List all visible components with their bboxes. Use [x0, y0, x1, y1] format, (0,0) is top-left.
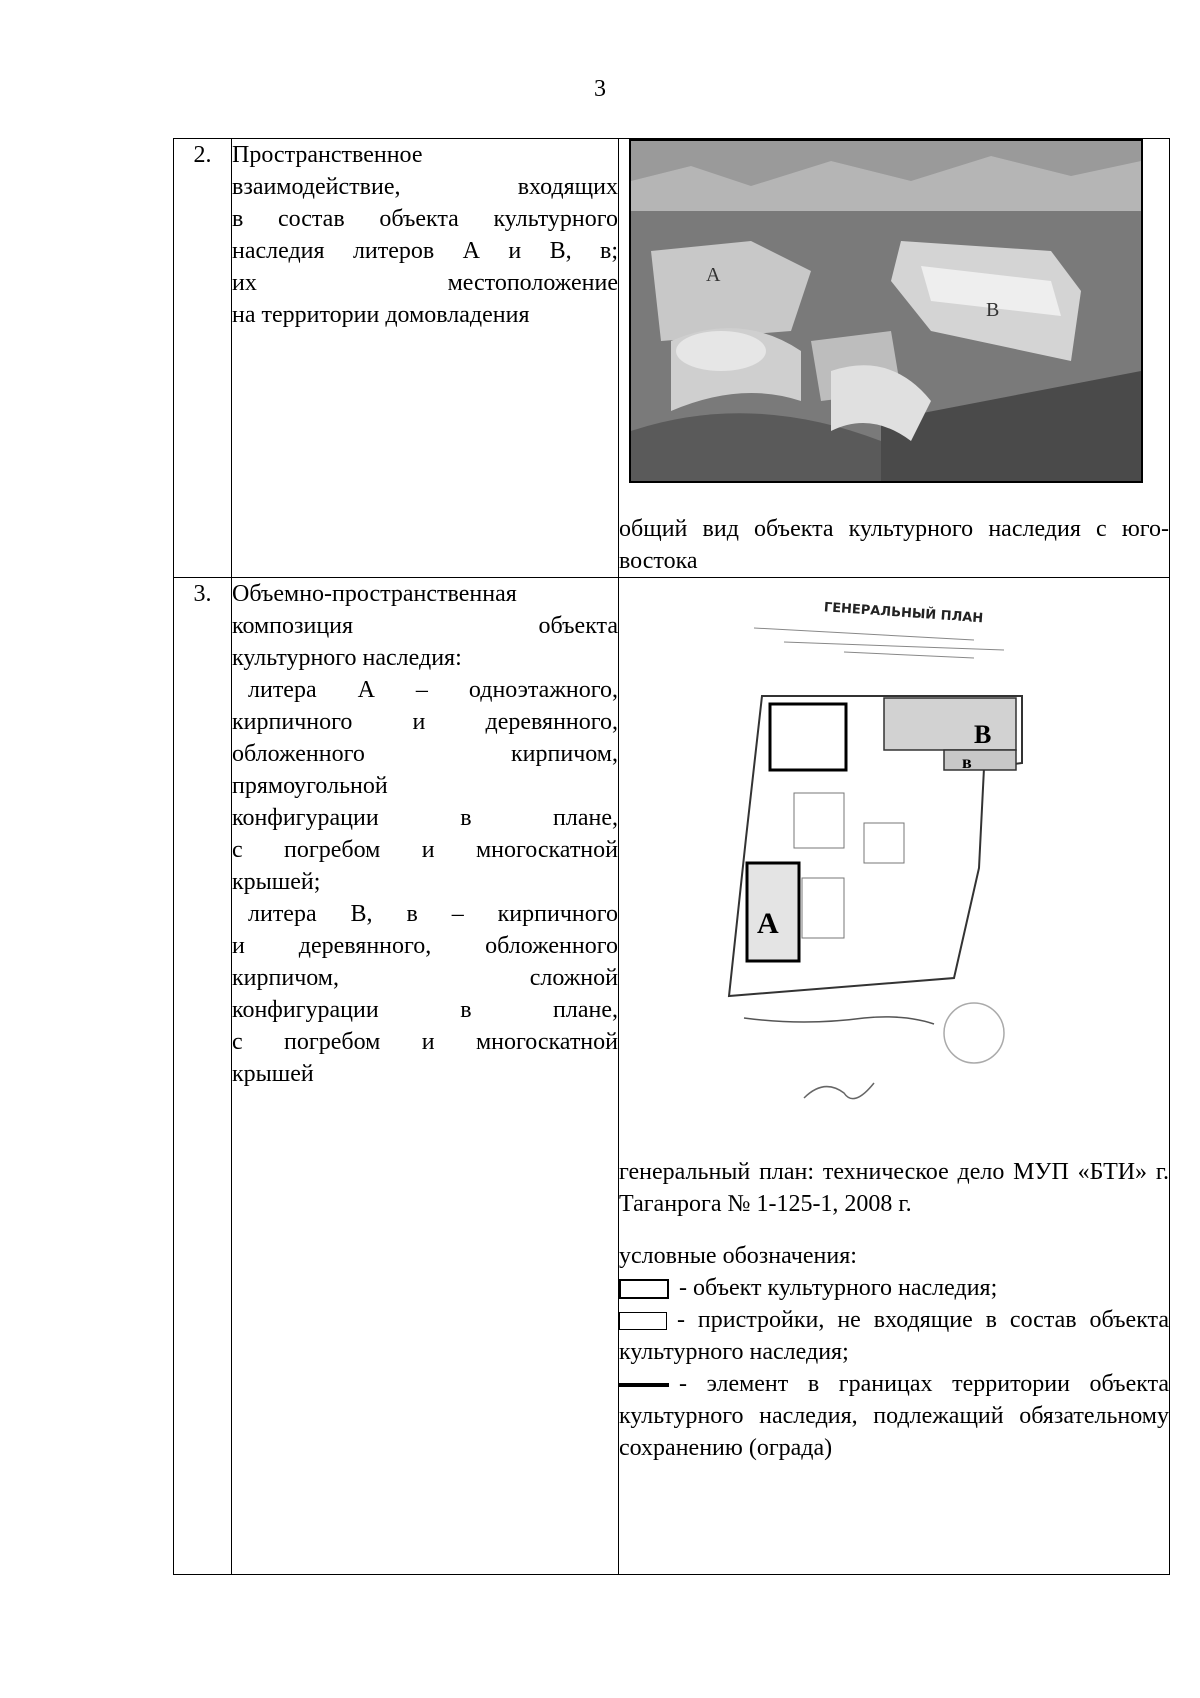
fence-line-icon [619, 1383, 669, 1387]
row-description [232, 139, 619, 578]
plan-title: ГЕНЕРАЛЬНЫЙ ПЛАН [823, 600, 984, 627]
description-line: с погребом и многоскатной [232, 1029, 618, 1055]
description-line: культурного наследия: [232, 645, 462, 671]
row-number: 3. [174, 578, 232, 1575]
description-line: крышей; [232, 869, 321, 895]
description-line: обложенного кирпичом, [232, 741, 618, 767]
photo-label-b: В [986, 299, 1000, 321]
table-row [174, 578, 1170, 1575]
table-row [174, 139, 1170, 578]
description-line: крышей [232, 1061, 314, 1087]
description-line: Пространственное [232, 142, 423, 168]
legend [619, 1240, 1169, 1464]
description-line: в состав объекта культурного [232, 206, 618, 232]
description-line: и деревянного, обложенного [232, 933, 618, 959]
plan-label-a: А [757, 907, 779, 940]
heritage-table [173, 138, 1170, 1575]
legend-title: условные обозначения: [619, 1243, 857, 1269]
page-number: 3 [594, 76, 606, 102]
description-line: кирпичом, сложной [232, 965, 618, 991]
legend-item-text: - объект культурного наследия; [679, 1275, 998, 1301]
photo-caption: общий вид объекта культурного наследия с юго-востока [619, 516, 1169, 574]
row-illustration [619, 139, 1170, 578]
legend-item [619, 1304, 1169, 1368]
description-line: композиция объекта [232, 613, 618, 639]
plan-caption: генеральный план: техническое дело МУП «БТИ» г. Таганрога № 1-125-1, 2008 г. [619, 1159, 1169, 1217]
plan-label-b-small: в [962, 752, 972, 772]
description-line: кирпичного и деревянного, [232, 709, 618, 735]
legend-item [619, 1272, 1169, 1304]
description-line: литера А – одноэтажного, [248, 677, 618, 703]
row-description [232, 578, 619, 1575]
legend-item [619, 1368, 1169, 1464]
description-line: взаимодействие, входящих [232, 174, 618, 200]
legend-item-text: - пристройки, не входящие в состав объекта культурного наследия; [619, 1307, 1169, 1365]
description-line: их местоположение [232, 270, 618, 296]
description-line: с погребом и многоскатной [232, 837, 618, 863]
description-line: конфигурации в плане, [232, 997, 618, 1023]
annex-outline-icon [619, 1312, 667, 1330]
description-line: на территории домовладения [232, 302, 530, 328]
row-number: 2. [174, 139, 232, 578]
site-plan [644, 578, 1144, 1138]
description-line: прямоугольной [232, 773, 388, 799]
description-line: наследия литеров А и В, в; [232, 238, 618, 264]
legend-item-text: - элемент в границах территории объекта культурного наследия, подлежащий обязательному сохранению (ограда) [619, 1371, 1169, 1461]
description-line: литера В, в – кирпичного [248, 901, 618, 927]
plan-label-b-big: В [974, 720, 992, 749]
photo-label-a: А [706, 264, 721, 286]
aerial-photo [629, 139, 1143, 483]
row-illustration [619, 578, 1170, 1575]
description-line: конфигурации в плане, [232, 805, 618, 831]
description-line: Объемно-пространственная [232, 581, 517, 607]
heritage-outline-icon [619, 1279, 669, 1299]
